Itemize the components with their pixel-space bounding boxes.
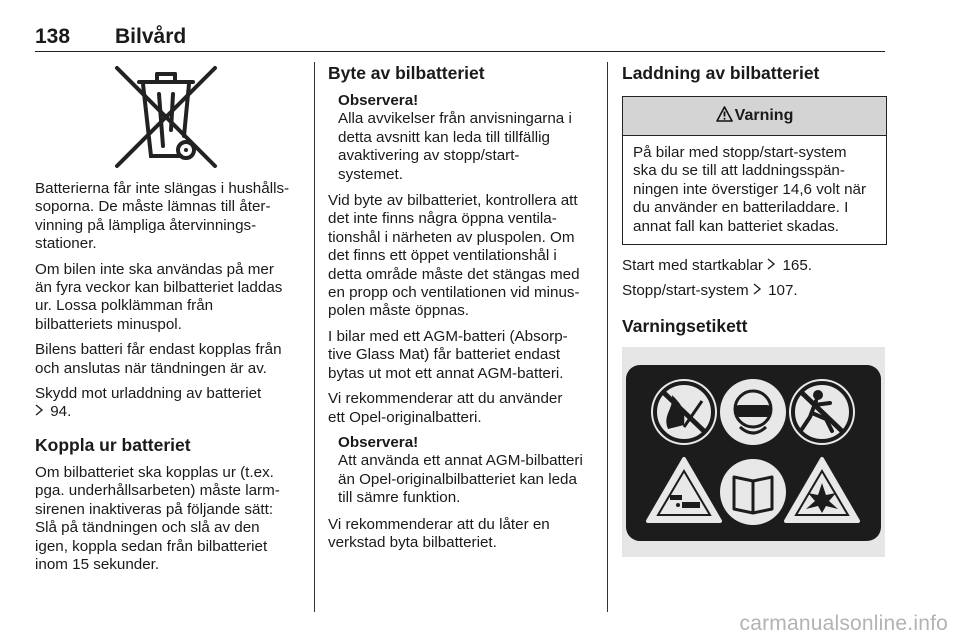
stop-start-reference: Stopp/start-system 107. (622, 282, 798, 300)
storage-paragraph: Om bilen inte ska användas på mer än fyra veckor kan bilbatteriet laddas ur. Lossa polklämman från bilbatteriets minuspol. (35, 260, 283, 333)
disposal-paragraph: Batterierna får inte slängas i hushålls- soporna. De måste lämnas till åter- vinning på lämpliga återvinnings- stationer. (35, 180, 290, 253)
note-block (328, 434, 593, 508)
read-manual-icon (720, 459, 786, 525)
disconnect-paragraph: Bilens batteri får endast kopplas från och anslutas när tändningen är av. (35, 341, 282, 377)
eye-protection-icon (720, 379, 786, 445)
column-middle (328, 62, 593, 559)
page-reference-link[interactable]: 165. (782, 257, 812, 275)
note-block (328, 92, 593, 184)
warning-label-image (622, 347, 885, 557)
note-body: Alla avvikelser från anvisningarna i detta avsnitt kan leda till tillfällig avaktivering av stopp/start- systemet. (338, 110, 572, 183)
reference-arrow-icon (767, 257, 778, 275)
reference-arrow-icon (35, 403, 46, 421)
note-title: Observera! (338, 92, 419, 109)
page-header (35, 25, 885, 52)
crossed-bin-icon (35, 62, 300, 180)
note-body: Att använda ett annat AGM-bilbatteri än Opel-originalbilbatteriet kan leda till sämre funktion. (338, 452, 583, 507)
agm-paragraph: I bilar med ett AGM-batteri (Absorp- tive Glass Mat) får batteriet endast bytas ut mot ett annat AGM-batteri. (328, 327, 568, 382)
recommend-paragraph: Vi rekommenderar att du använder ett Opel-originalbatteri. (328, 390, 563, 426)
page-reference-link[interactable]: 107. (768, 282, 798, 300)
discharge-protection-paragraph: Skydd mot urladdning av batteriet 94. (35, 385, 262, 421)
section-heading: Koppla ur batteriet (35, 434, 191, 455)
no-fire-icon (651, 379, 717, 445)
section-heading: Varningsetikett (622, 315, 748, 336)
workshop-paragraph: Vi rekommenderar att du låter en verkstad byta bilbatteriet. (328, 515, 550, 551)
reference-arrow-icon (753, 282, 764, 300)
warning-triangle-icon (716, 99, 733, 137)
warning-box (622, 96, 887, 245)
section-heading: Laddning av bilbatteriet (622, 63, 820, 83)
note-title: Observera! (338, 433, 419, 451)
jump-start-reference: Start med startkablar 165. (622, 257, 812, 275)
chapter-title: Bilvård (115, 25, 187, 48)
warning-title: Varning (734, 107, 794, 124)
column-divider (607, 62, 608, 612)
section-heading: Byte av bilbatteriet (328, 63, 485, 83)
column-right (622, 62, 887, 557)
disconnect-instructions: Om bilbatteriet ska kopplas ur (t.ex. pga. underhållsarbeten) måste larm- sirenen inaktiveras på följande sätt: Slå på tändningen och slå av den igen, koppla sedan från bilbatteriet inom 15 sekunder. (35, 463, 280, 573)
page-number: 138 (35, 25, 71, 48)
column-divider (314, 62, 315, 612)
watermark: carmanualsonline.info (739, 612, 948, 635)
warning-body: På bilar med stopp/start-system ska du se till att laddningsspän- ningen inte överstiger 14,6 volt när du använder en batteriladdare. I annat fall kan batteriet skadas. (633, 144, 867, 235)
page-reference-link[interactable]: 94. (50, 403, 72, 421)
column-left (35, 62, 300, 581)
replacement-paragraph: Vid byte av bilbatteriet, kontrollera att det inte finns några öppna ventila- tionshål i närheten av pluspolen. Om det finns ett öppet ventilationshål i detta område måste det stängas med en propp och ventilationen vid minus- polen måste öppnas. (328, 192, 580, 320)
keep-children-away-icon (789, 379, 855, 445)
warning-header (623, 97, 886, 136)
